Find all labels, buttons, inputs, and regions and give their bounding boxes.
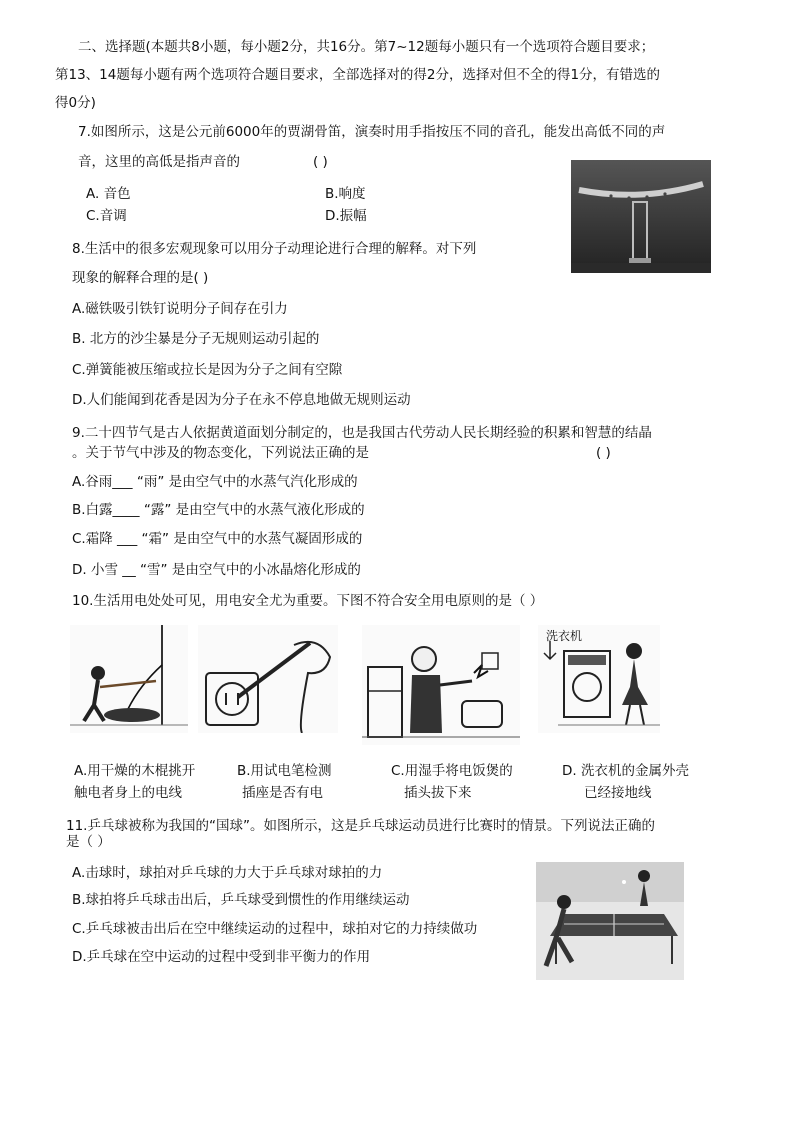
q9-answer-paren: ( ) xyxy=(596,445,611,461)
q9-stem-line-1: 9.二十四节气是古人依据黄道面划分制定的，也是我国古代劳动人民长期经验的积累和智慧的结晶 xyxy=(72,425,652,441)
q10-caption-d-line-2: 已经接地线 xyxy=(584,785,652,801)
q10-caption-c-line-2: 插头拔下来 xyxy=(404,785,472,801)
figure-d-washing-machine xyxy=(538,625,660,733)
q8-stem-line-1: 8.生活中的很多宏观现象可以用分子动理论进行合理的解释。对下列 xyxy=(72,241,477,257)
q7-option-c: C.音调 xyxy=(86,208,127,224)
section-header-line-1: 二、选择题(本题共8小题，每小题2分，共16分。第7~12题每小题只有一个选项符合题目要求； xyxy=(78,39,655,55)
q11-option-c: C.乒乓球被击出后在空中继续运动的过程中，球拍对它的力持续做功 xyxy=(72,921,478,937)
q11-stem-line-2: 是（ ） xyxy=(66,834,111,850)
section-header-line-2: 第13、14题每小题有两个选项符合题目要求，全部选择对的得2分，选择对但不全的得1分，有错选的 xyxy=(55,67,661,83)
q10-caption-b-line-2: 插座是否有电 xyxy=(242,785,323,801)
q10-caption-b-line-1: B.用试电笔检测 xyxy=(237,763,332,779)
q8-option-c: C.弹簧能被压缩或拉长是因为分子之间有空隙 xyxy=(72,362,343,378)
q9-option-d: D. 小雪 __ “雪” 是由空气中的小冰晶熔化形成的 xyxy=(72,562,361,578)
q9-option-a: A.谷雨___ “雨” 是由空气中的水蒸气汽化形成的 xyxy=(72,474,358,490)
q11-option-d: D.乒乓球在空中运动的过程中受到非平衡力的作用 xyxy=(72,949,371,965)
q11-option-a: A.击球时，球拍对乒乓球的力大于乒乓球对球拍的力 xyxy=(72,865,383,881)
washer-label: 洗衣机 xyxy=(546,629,583,643)
q10-caption-c-line-1: C.用湿手将电饭煲的 xyxy=(391,763,513,779)
q11-option-b: B.球拍将乒乓球击出后，乒乓球受到惯性的作用继续运动 xyxy=(72,892,410,908)
q10-stem: 10.生活用电处处可见，用电安全尤为重要。下图不符合安全用电原则的是（ ） xyxy=(72,593,544,609)
figure-a-wooden-stick xyxy=(70,625,188,733)
q7-stem-line-2: 音，这里的高低是指声音的 xyxy=(78,154,240,170)
figure-b-test-pen-socket xyxy=(198,625,338,733)
q11-stem-line-1: 11.乒乓球被称为我国的“国球”。如图所示，这是乒乓球运动员进行比赛时的情景。下列说法正确的 xyxy=(66,818,655,834)
q10-caption-d-line-1: D. 洗衣机的金属外壳 xyxy=(562,763,689,779)
q7-option-b: B.响度 xyxy=(325,186,366,202)
q7-stem-line-1: 7.如图所示，这是公元前6000年的贾湖骨笛，演奏时用手指按压不同的音孔，能发出高低不同的声 xyxy=(78,124,666,140)
q7-option-d: D.振幅 xyxy=(325,208,367,224)
figure-c-wet-hand-plug xyxy=(362,625,520,745)
q8-option-b: B. 北方的沙尘暴是分子无规则运动引起的 xyxy=(72,331,320,347)
bone-flute-photo xyxy=(571,160,711,273)
q10-caption-a-line-2: 触电者身上的电线 xyxy=(74,785,182,801)
q9-stem-line-2: 。关于节气中涉及的物态变化，下列说法正确的是 xyxy=(72,445,369,461)
q9-option-c: C.霜降 ___ “霜” 是由空气中的水蒸气凝固形成的 xyxy=(72,531,363,547)
q7-answer-paren: ( ) xyxy=(313,154,328,170)
section-header-line-3: 得0分) xyxy=(55,95,96,111)
table-tennis-photo xyxy=(536,862,684,980)
q8-option-d: D.人们能闻到花香是因为分子在永不停息地做无规则运动 xyxy=(72,392,411,408)
q9-option-b: B.白露____ “露” 是由空气中的水蒸气液化形成的 xyxy=(72,502,365,518)
q10-caption-a-line-1: A.用干燥的木棍挑开 xyxy=(74,763,196,779)
q8-stem-line-2: 现象的解释合理的是( ) xyxy=(72,270,209,286)
q7-option-a: A. 音色 xyxy=(86,186,131,202)
q8-option-a: A.磁铁吸引铁钉说明分子间存在引力 xyxy=(72,301,288,317)
